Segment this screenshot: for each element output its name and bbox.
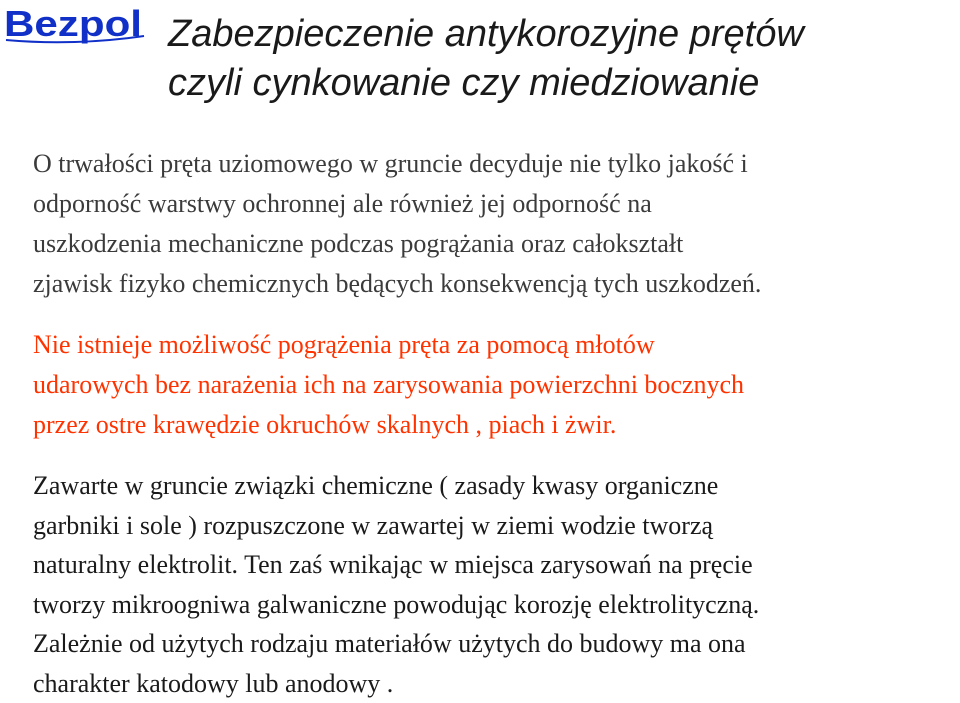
text-line: Nie istnieje możliwość pogrążenia pręta za pomocą młotów [33, 325, 958, 365]
text-line: udarowych bez narażenia ich na zarysowania powierzchni bocznych [33, 365, 958, 405]
page-title [168, 10, 948, 108]
text-line: Zawarte w gruncie związki chemiczne ( zasady kwasy organiczne [33, 466, 958, 506]
paragraph-durability [33, 144, 958, 304]
text-line: charakter katodowy lub anodowy . [33, 664, 958, 703]
text-line: garbniki i sole ) rozpuszczone w zawartej w ziemi wodzie tworzą [33, 506, 958, 546]
text-line: odporność warstwy ochronnej ale również jej odporność na [33, 184, 958, 224]
text-line: uszkodzenia mechaniczne podczas pogrążania oraz całokształt [33, 224, 958, 264]
text-line: naturalny elektrolit. Ten zaś wnikając w miejsca zarysowań na pręcie [33, 545, 958, 585]
bezpol-logo [4, 2, 146, 44]
text-line: zjawisk fizyko chemicznych będących konsekwencją tych uszkodzeń. [33, 264, 958, 304]
bezpol-logo-graphic [4, 2, 146, 44]
text-line: Zależnie od użytych rodzaju materiałów użytych do budowy ma ona [33, 624, 958, 664]
paragraph-warning [33, 325, 958, 445]
title-line: Zabezpieczenie antykorozyjne prętów [168, 10, 948, 59]
title-line: czyli cynkowanie czy miedziowanie [168, 59, 948, 108]
paragraph-electrolyte [33, 466, 958, 703]
text-line: przez ostre krawędzie okruchów skalnych , piach i żwir. [33, 405, 958, 445]
logo-text: Bezpol [4, 3, 142, 44]
text-line: tworzy mikroogniwa galwaniczne powodując korozję elektrolityczną. [33, 585, 958, 625]
text-line: O trwałości pręta uziomowego w gruncie decyduje nie tylko jakość i [33, 144, 958, 184]
